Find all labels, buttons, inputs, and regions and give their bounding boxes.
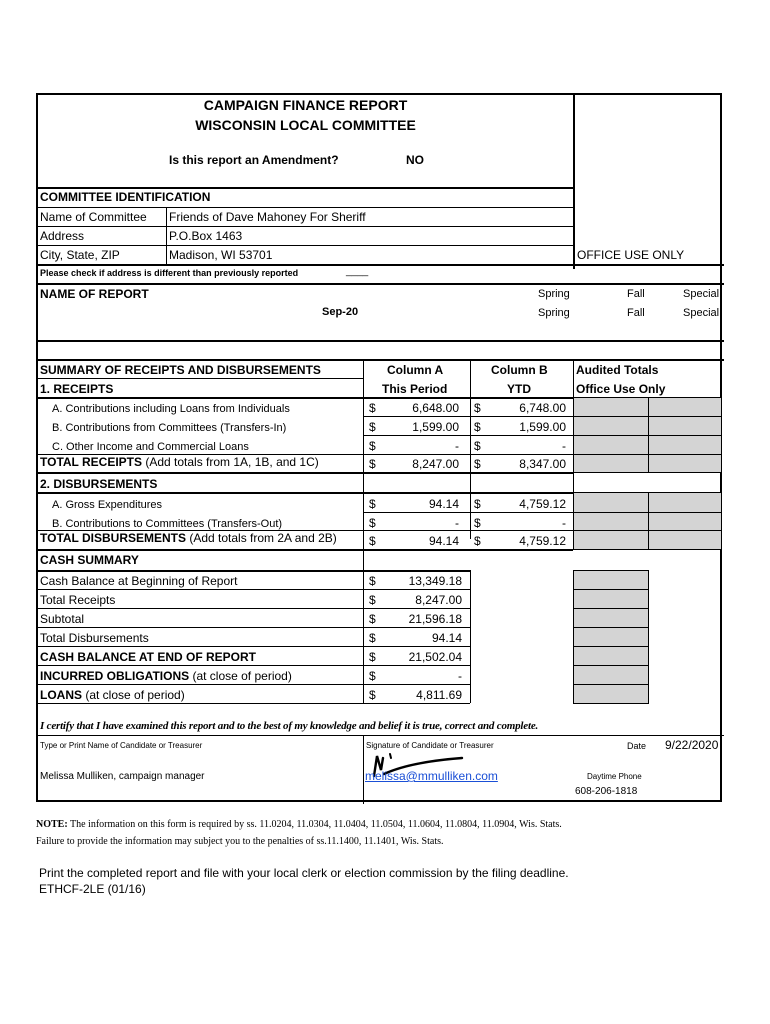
summary-heading: SUMMARY OF RECEIPTS AND DISBURSEMENTS	[40, 363, 321, 377]
cash-disbursements-value: 94.14	[431, 631, 462, 645]
audit-box	[573, 492, 649, 513]
statute-note	[36, 820, 562, 830]
cash-subtotal-value: 21,596.18	[408, 612, 462, 626]
certification-statement: I certify that I have examined this report and to the best of my knowledge and belief it is true, correct and complete.	[40, 720, 539, 732]
disbursements-a-col-a: 94.14	[428, 497, 459, 511]
audit-box	[573, 570, 649, 590]
report-name-heading: NAME OF REPORT	[40, 287, 149, 301]
cash-end-value: 21,502.04	[408, 650, 462, 664]
audit-box	[573, 435, 649, 455]
dollar-sign: $	[474, 420, 481, 434]
fall-option-2: Fall	[627, 307, 645, 319]
dollar-sign: $	[369, 688, 376, 702]
audit-box	[573, 665, 649, 685]
dollar-sign: $	[369, 593, 376, 607]
cash-subtotal-label: Subtotal	[40, 612, 85, 626]
audit-box	[648, 454, 722, 473]
disbursements-a-label: A. Gross Expenditures	[52, 499, 163, 511]
audit-box	[573, 512, 649, 531]
address-value: P.O.Box 1463	[169, 229, 243, 243]
special-option-2: Special	[683, 307, 720, 319]
dollar-sign: $	[369, 457, 376, 471]
total-disbursements-bold: TOTAL DISBURSEMENTS	[40, 531, 187, 545]
dollar-sign: $	[474, 516, 481, 530]
dollar-sign: $	[369, 516, 376, 530]
audit-box	[573, 627, 649, 647]
dollar-sign: $	[369, 401, 376, 415]
receipts-c-label: C. Other Income and Commercial Loans	[52, 441, 249, 453]
total-receipts-bold: TOTAL RECEIPTS	[40, 455, 143, 469]
receipts-c-col-b: -	[562, 439, 566, 453]
loans-bold: LOANS	[40, 688, 82, 702]
audited-totals-title: Audited Totals	[576, 363, 659, 377]
filing-instruction: Print the completed report and file with your local clerk or election commission by the filing deadline.	[39, 866, 569, 880]
incurred-obligations-label	[40, 670, 292, 682]
dollar-sign: $	[369, 534, 376, 548]
cash-disbursements-label: Total Disbursements	[40, 631, 149, 645]
disbursements-b-label: B. Contributions to Committees (Transfers-Out)	[52, 518, 283, 530]
audit-box	[573, 608, 649, 628]
total-receipts-col-a: 8,247.00	[412, 457, 459, 471]
office-use-label: OFFICE USE ONLY	[577, 248, 685, 262]
disbursements-a-col-b: 4,759.12	[519, 497, 566, 511]
email-link[interactable]: melissa@mmulliken.com	[365, 769, 498, 783]
cash-summary-heading: CASH SUMMARY	[40, 553, 139, 567]
dollar-sign: $	[474, 534, 481, 548]
dollar-sign: $	[369, 612, 376, 626]
audit-box	[648, 397, 722, 417]
signature-label: Signature of Candidate or Treasurer	[366, 741, 494, 750]
column-a-title: Column A	[387, 363, 444, 377]
column-b-subtitle: YTD	[507, 382, 531, 396]
receipts-a-col-a: 6,648.00	[412, 401, 459, 415]
disbursements-b-col-b: -	[562, 516, 566, 530]
loans-rest: (at close of period)	[82, 688, 185, 702]
dollar-sign: $	[369, 420, 376, 434]
dollar-sign: $	[474, 457, 481, 471]
audit-box	[573, 530, 649, 550]
committee-heading: COMMITTEE IDENTIFICATION	[40, 190, 211, 204]
report-form	[36, 93, 722, 802]
cash-begin-label: Cash Balance at Beginning of Report	[40, 574, 238, 588]
audit-box	[573, 416, 649, 436]
special-option-1: Special	[683, 288, 720, 300]
dollar-sign: $	[369, 497, 376, 511]
audit-box	[573, 589, 649, 609]
audit-box	[648, 512, 722, 531]
total-receipts-rest: (Add totals from 1A, 1B, and 1C)	[142, 455, 319, 469]
dollar-sign: $	[369, 650, 376, 664]
audit-box	[648, 492, 722, 513]
incurred-obligations-rest: (at close of period)	[189, 669, 292, 683]
column-b-title: Column B	[491, 363, 548, 377]
column-a-subtitle: This Period	[382, 382, 448, 396]
cash-end-label: CASH BALANCE AT END OF REPORT	[40, 650, 256, 664]
amendment-question: Is this report an Amendment?	[169, 153, 339, 167]
date-label: Date	[627, 741, 647, 751]
cash-receipts-label: Total Receipts	[40, 593, 116, 607]
address-check-note: Please check if address is different than previously reported	[40, 268, 299, 278]
receipts-a-label: A. Contributions including Loans from Individuals	[52, 403, 290, 415]
form-title-1: CAMPAIGN FINANCE REPORT	[203, 97, 408, 113]
committee-name-label: Name of Committee	[40, 210, 147, 224]
audited-totals-subtitle: Office Use Only	[576, 382, 666, 396]
dollar-sign: $	[369, 669, 376, 683]
audit-box	[648, 416, 722, 436]
committee-name-value: Friends of Dave Mahoney For Sheriff	[169, 210, 366, 224]
form-identifier: ETHCF-2LE (01/16)	[39, 882, 146, 896]
cash-receipts-value: 8,247.00	[415, 593, 462, 607]
dollar-sign: $	[369, 631, 376, 645]
city-value: Madison, WI 53701	[169, 248, 273, 262]
daytime-phone-value: 608-206-1818	[575, 786, 638, 797]
incurred-obligations-bold: INCURRED OBLIGATIONS	[40, 669, 190, 683]
amendment-answer: NO	[406, 153, 424, 167]
print-name-label: Type or Print Name of Candidate or Treasurer	[40, 741, 203, 750]
receipts-b-label: B. Contributions from Committees (Transfers-In)	[52, 422, 287, 434]
receipts-b-col-b: 1,599.00	[519, 420, 566, 434]
form-title-2: WISCONSIN LOCAL COMMITTEE	[195, 117, 416, 133]
address-check-blank: ____	[346, 266, 369, 277]
office-use-divider	[573, 95, 575, 269]
loans-label	[40, 689, 185, 701]
total-disbursements-rest: (Add totals from 2A and 2B)	[186, 531, 337, 545]
loans-value: 4,811.69	[416, 688, 462, 702]
total-receipts-col-b: 8,347.00	[519, 457, 566, 471]
audit-box	[573, 454, 649, 473]
note-text: The information on this form is required by ss. 11.0204, 11.0304, 11.0404, 11.0504, 11.0604, 11.0804, 11.0904, Wis. Stats.	[67, 819, 562, 830]
penalty-note: Failure to provide the information may subject you to the penalties of ss.11.1400, 11.1401, Wis. Stats.	[36, 836, 444, 847]
daytime-phone-label: Daytime Phone	[587, 772, 642, 781]
audit-box	[648, 530, 722, 550]
audit-box	[573, 684, 649, 704]
fall-option-1: Fall	[627, 288, 645, 300]
date-value: 9/22/2020	[665, 738, 719, 752]
printed-name: Melissa Mulliken, campaign manager	[40, 771, 205, 782]
disbursements-b-col-a: -	[455, 516, 459, 530]
dollar-sign: $	[369, 439, 376, 453]
cash-begin-value: 13,349.18	[408, 574, 462, 588]
dollar-sign: $	[474, 401, 481, 415]
dollar-sign: $	[474, 497, 481, 511]
audit-box	[573, 397, 649, 417]
total-receipts-label	[40, 456, 319, 468]
audit-box	[573, 646, 649, 666]
incurred-obligations-value: -	[458, 669, 462, 683]
total-disbursements-label	[40, 532, 337, 544]
address-label: Address	[40, 229, 85, 243]
disbursements-heading: 2. DISBURSEMENTS	[40, 477, 158, 491]
dollar-sign: $	[474, 439, 481, 453]
dollar-sign: $	[369, 574, 376, 588]
report-period: Sep-20	[322, 306, 359, 318]
receipts-a-col-b: 6,748.00	[519, 401, 566, 415]
spring-option-1: Spring	[538, 288, 570, 300]
total-disbursements-col-a: 94.14	[428, 534, 459, 548]
spring-option-2: Spring	[538, 307, 570, 319]
receipts-heading: 1. RECEIPTS	[40, 382, 114, 396]
total-disbursements-col-b: 4,759.12	[519, 534, 566, 548]
receipts-b-col-a: 1,599.00	[412, 420, 459, 434]
receipts-c-col-a: -	[455, 439, 459, 453]
note-label: NOTE:	[36, 819, 68, 830]
city-label: City, State, ZIP	[40, 248, 120, 262]
audit-box	[648, 435, 722, 455]
